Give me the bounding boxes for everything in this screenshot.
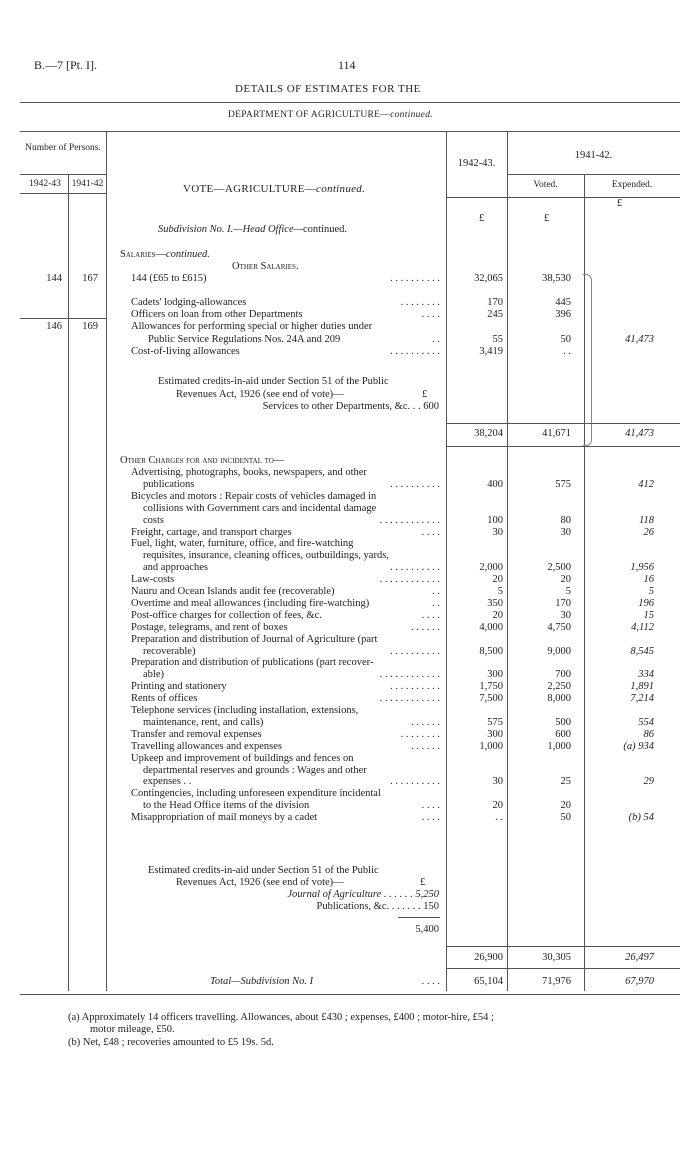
- charge-estimate: 20: [492, 609, 503, 621]
- salaries-heading-cont: continued.: [165, 249, 210, 260]
- charge-item-label: and approaches: [143, 562, 209, 574]
- charge-item-label: Upkeep and improvement of buildings and fences on: [131, 752, 354, 764]
- charge-voted: 700: [555, 669, 571, 681]
- charge-estimate: . .: [495, 812, 503, 824]
- other-credits-journal: Journal of Agriculture . . . . . . 5,250: [287, 889, 439, 900]
- charge-estimate: 30: [492, 526, 503, 538]
- col-divider: [68, 174, 69, 991]
- salary-estimate: 55: [492, 334, 503, 345]
- charge-estimate: 100: [487, 514, 503, 526]
- charge-voted: 1,000: [547, 740, 571, 752]
- vote-cont: continued.: [316, 183, 366, 195]
- charge-expended: 29: [643, 776, 654, 788]
- leader-dots: . . . . . . . . . . . .: [379, 693, 440, 705]
- vote-name: VOTE—AGRICULTURE—: [183, 183, 317, 195]
- charge-item-label: requisites, insurance, cleaning offices, outbuildings, yards,: [143, 550, 389, 562]
- leader-dots: . . . . . . . . . . . .: [379, 669, 440, 681]
- other-credits-line-2: Revenues Act, 1926 (see end of vote)—: [176, 877, 344, 888]
- leader-dots: . . . . . . . .: [400, 297, 440, 308]
- footnote-a: (a) Approximately 14 officers travelling. Allowances, about £430 ; expenses, £400 ; motor-hire, £54 ;: [68, 1012, 494, 1023]
- subdivision-cont: continued.: [302, 224, 347, 235]
- department-name: DEPARTMENT OF AGRICULTURE—: [228, 110, 391, 120]
- leader-dots: . . . .: [421, 812, 440, 824]
- charge-estimate: 2,000: [479, 562, 503, 574]
- charge-expended: 15: [643, 609, 654, 621]
- rule: [20, 318, 106, 319]
- salary-credits-pound: £: [422, 389, 428, 400]
- charge-expended: 26: [643, 526, 654, 538]
- grand-total-voted: 71,976: [542, 976, 571, 987]
- rule: [20, 193, 106, 194]
- other-credits-line-1: Estimated credits-in-aid under Section 51 of the Public: [148, 865, 379, 876]
- expended-bracket: [583, 274, 592, 446]
- salary-item-label: Officers on loan from other Departments: [131, 309, 303, 320]
- charge-item-label: Nauru and Ocean Islands audit fee (recoverable): [131, 586, 335, 597]
- salary-estimate: 3,419: [479, 346, 503, 357]
- leader-dots: . .: [432, 586, 440, 597]
- charge-expended: 196: [638, 597, 654, 609]
- rule: [20, 174, 106, 175]
- document-reference: B.—7 [Pt. I].: [34, 58, 97, 72]
- salary-voted: 38,530: [542, 273, 571, 284]
- pound-voted: £: [544, 213, 550, 224]
- footnote-a-cont: motor mileage, £50.: [90, 1024, 175, 1035]
- charge-item-label: maintenance, rent, and calls): [143, 716, 264, 728]
- rule: [446, 197, 680, 198]
- charge-estimate: 300: [487, 669, 503, 681]
- rule: [446, 423, 680, 424]
- salary-voted: 445: [555, 297, 571, 308]
- persons-header: Number of Persons.: [25, 143, 101, 153]
- col-divider: [446, 131, 447, 991]
- charge-item-label: departmental reserves and grounds : Wages and other: [143, 764, 367, 776]
- charge-item-label: Preparation and distribution of publications (part recover-: [131, 657, 374, 669]
- charge-expended: 412: [638, 478, 654, 490]
- charge-expended: (b) 54: [628, 812, 654, 824]
- other-total-estimate: 26,900: [474, 952, 503, 963]
- other-credits-publications: Publications, &c. . . . . . . 150: [316, 901, 439, 912]
- rule: [446, 946, 680, 947]
- persons-1941-42: 169: [82, 321, 98, 332]
- leader-dots: . . . . . .: [411, 716, 440, 728]
- footnote-b: (b) Net, £48 ; recoveries amounted to £5 19s. 5d.: [68, 1037, 274, 1048]
- pound-expended: £: [617, 198, 623, 209]
- other-credits-line-3: [160, 889, 439, 900]
- estimate-year-header: 1942-43.: [457, 158, 496, 169]
- charge-estimate: 300: [487, 728, 503, 740]
- charge-estimate: 30: [492, 776, 503, 788]
- charge-voted: 25: [560, 776, 571, 788]
- vote-title: [183, 183, 365, 195]
- charge-item-label: Transfer and removal expenses: [131, 728, 262, 740]
- subdivision-name: Subdivision No. I.—Head Office—: [158, 224, 303, 235]
- salaries-heading: [120, 249, 210, 260]
- charge-voted: 2,250: [547, 681, 571, 693]
- rule: [507, 174, 680, 175]
- charge-expended: 86: [643, 728, 654, 740]
- salary-item-label: Public Service Regulations Nos. 24A and 209: [148, 334, 341, 345]
- leader-dots: . . . .: [421, 309, 440, 320]
- leader-dots: . . . .: [421, 526, 440, 538]
- col-divider: [106, 131, 107, 991]
- charge-expended: 7,214: [630, 693, 654, 705]
- charge-expended: 5: [648, 586, 654, 597]
- charge-estimate: 4,000: [479, 621, 503, 633]
- salaries-total-estimate: 38,204: [474, 428, 503, 439]
- charge-estimate: 1,750: [479, 681, 503, 693]
- subdivision-title: [158, 224, 347, 235]
- charge-estimate: 5: [497, 586, 503, 597]
- other-credits-pound: £: [420, 877, 426, 888]
- leader-dots: . . . . . . . . . .: [390, 776, 440, 788]
- charge-item-label: able): [143, 669, 164, 681]
- charge-estimate: 575: [487, 716, 503, 728]
- salary-estimate: 245: [487, 309, 503, 320]
- charge-item-label: Post-office charges for collection of fees, &c.: [131, 609, 322, 621]
- department-title: [228, 110, 433, 120]
- salaries-total-expended: 41,473: [625, 428, 654, 439]
- leader-dots: . . . . . . . . . .: [390, 478, 440, 490]
- charge-expended: 8,545: [630, 645, 654, 657]
- rule: [446, 446, 680, 447]
- charge-voted: 20: [560, 800, 571, 812]
- expended-header: Expended.: [611, 180, 653, 190]
- other-credits-line-4: [160, 901, 439, 912]
- other-charges-heading: Other Charges for and incidental to—: [120, 455, 285, 466]
- other-credits-total: 5,400: [415, 924, 439, 935]
- persons-year2: 1941-42: [71, 179, 104, 189]
- salary-expended: 41,473: [625, 334, 654, 345]
- salary-item-label: 144 (£65 to £615): [131, 273, 207, 284]
- charge-voted: 575: [555, 478, 571, 490]
- salary-item-label: Cadets' lodging-allowances: [131, 297, 247, 308]
- charge-voted: 9,000: [547, 645, 571, 657]
- charge-expended: 16: [643, 574, 654, 586]
- charge-expended: 554: [638, 716, 654, 728]
- charge-voted: 8,000: [547, 693, 571, 705]
- charge-item-label: Postage, telegrams, and rent of boxes: [131, 621, 288, 633]
- salary-credits-line-3: [166, 401, 439, 412]
- charge-expended: 1,891: [630, 681, 654, 693]
- charge-item-label: publications: [143, 478, 195, 490]
- pound-estimate: £: [479, 213, 485, 224]
- other-total-expended: 26,497: [625, 952, 654, 963]
- charge-item-label: Law-costs: [131, 574, 175, 586]
- charge-item-label: to the Head Office items of the division: [143, 800, 310, 812]
- persons-1942-43: 144: [46, 273, 62, 284]
- salary-estimate: 32,065: [474, 273, 503, 284]
- salary-voted: 50: [560, 334, 571, 345]
- charge-voted: 30: [560, 609, 571, 621]
- leader-dots: . . . . . . . . . .: [390, 681, 440, 693]
- charge-estimate: 7,500: [479, 693, 503, 705]
- previous-year-header: 1941-42.: [574, 150, 613, 161]
- charge-estimate: 20: [492, 574, 503, 586]
- charge-item-label: recoverable): [143, 645, 196, 657]
- table-top-rule: [20, 131, 680, 132]
- charge-voted: 50: [560, 812, 571, 824]
- charge-item-label: collisions with Government cars and incidental damage: [143, 502, 377, 514]
- charge-voted: 500: [555, 716, 571, 728]
- charge-voted: 600: [555, 728, 571, 740]
- charge-item-label: Bicycles and motors : Repair costs of vehicles damaged in: [131, 490, 377, 502]
- charge-estimate: 20: [492, 800, 503, 812]
- charge-estimate: 1,000: [479, 740, 503, 752]
- leader-dots: . .: [432, 597, 440, 609]
- salary-voted: 396: [555, 309, 571, 320]
- grand-total-expended: 67,970: [625, 976, 654, 987]
- charge-expended: (a) 934: [623, 740, 654, 752]
- rule: [446, 968, 680, 969]
- leader-dots: . .: [432, 334, 440, 345]
- charge-item-label: Rents of offices: [131, 693, 198, 705]
- salary-item-label: Allowances for performing special or higher duties under: [131, 321, 373, 332]
- charge-item-label: Travelling allowances and expenses: [131, 740, 282, 752]
- charge-voted: 4,750: [547, 621, 571, 633]
- leader-dots: . . . . . . . . . .: [390, 562, 440, 574]
- grand-total-dots: . . . .: [421, 976, 440, 987]
- leader-dots: . . . .: [421, 609, 440, 621]
- department-cont: continued.: [390, 110, 433, 120]
- charge-expended: 118: [639, 514, 654, 526]
- salary-voted: . .: [563, 346, 571, 357]
- charge-expended: 1,956: [630, 562, 654, 574]
- charge-item-label: Fuel, light, water, furniture, office, and fire-watching: [131, 538, 354, 550]
- salary-credits-line-2: Revenues Act, 1926 (see end of vote)—: [176, 389, 344, 400]
- page-title: DETAILS OF ESTIMATES FOR THE: [235, 83, 421, 95]
- page-number: 114: [338, 58, 356, 72]
- leader-dots: . . . . . . . . . . . .: [379, 574, 440, 586]
- voted-header: Voted.: [533, 180, 558, 190]
- salaries-heading-text: Salaries—: [120, 249, 166, 260]
- charge-item-label: Printing and stationery: [131, 681, 227, 693]
- charge-item-label: Misappropriation of mail moneys by a cadet: [131, 812, 318, 824]
- rule: [20, 102, 680, 103]
- charge-expended: 334: [638, 669, 654, 681]
- charge-voted: 80: [560, 514, 571, 526]
- charge-estimate: 8,500: [479, 645, 503, 657]
- salary-estimate: 170: [487, 297, 503, 308]
- other-salaries-heading: Other Salaries.: [232, 261, 299, 272]
- charge-voted: 170: [555, 597, 571, 609]
- charge-item-label: Freight, cartage, and transport charges: [131, 526, 292, 538]
- salary-credits-services: Services to other Departments, &c. . . 600: [262, 401, 439, 412]
- leader-dots: . . . . . . . . . .: [390, 645, 440, 657]
- charge-voted: 5: [565, 586, 571, 597]
- charge-expended: 4,112: [631, 621, 654, 633]
- charge-item-label: costs: [143, 514, 164, 526]
- leader-dots: . . . . . . . . . .: [390, 346, 440, 357]
- persons-1942-43: 146: [46, 321, 62, 332]
- grand-total-label: Total—Subdivision No. I: [210, 976, 314, 987]
- leader-dots: . . . . . . . . . .: [390, 273, 440, 284]
- persons-1941-42: 167: [82, 273, 98, 284]
- table-bottom-rule: [20, 994, 680, 995]
- leader-dots: . . . .: [421, 800, 440, 812]
- charge-estimate: 350: [487, 597, 503, 609]
- grand-total-estimate: 65,104: [474, 976, 503, 987]
- charge-item-label: Overtime and meal allowances (including fire-watching): [131, 597, 370, 609]
- leader-dots: . . . . . .: [411, 740, 440, 752]
- salary-credits-line-1: Estimated credits-in-aid under Section 51 of the Public: [158, 376, 389, 387]
- salaries-total-voted: 41,671: [542, 428, 571, 439]
- charge-item-label: Preparation and distribution of Journal of Agriculture (part: [131, 633, 378, 645]
- charge-item-label: expenses . .: [143, 776, 192, 788]
- leader-dots: . . . . . . . .: [400, 728, 440, 740]
- charge-estimate: 400: [487, 478, 503, 490]
- leader-dots: . . . . . . . . . . . .: [379, 514, 440, 526]
- salary-item-label: Cost-of-living allowances: [131, 346, 240, 357]
- rule: [398, 917, 440, 918]
- col-divider: [507, 131, 508, 991]
- charge-voted: 30: [560, 526, 571, 538]
- persons-year1: 1942-43: [29, 179, 61, 189]
- charge-item-label: Telephone services (including installation, extensions,: [131, 705, 359, 716]
- charge-item-label: Contingencies, including unforeseen expenditure incidental: [131, 788, 381, 800]
- charge-voted: 2,500: [547, 562, 571, 574]
- leader-dots: . . . . . .: [411, 621, 440, 633]
- charge-item-label: Advertising, photographs, books, newspapers, and other: [131, 467, 367, 478]
- other-total-voted: 30,305: [542, 952, 571, 963]
- charge-voted: 20: [560, 574, 571, 586]
